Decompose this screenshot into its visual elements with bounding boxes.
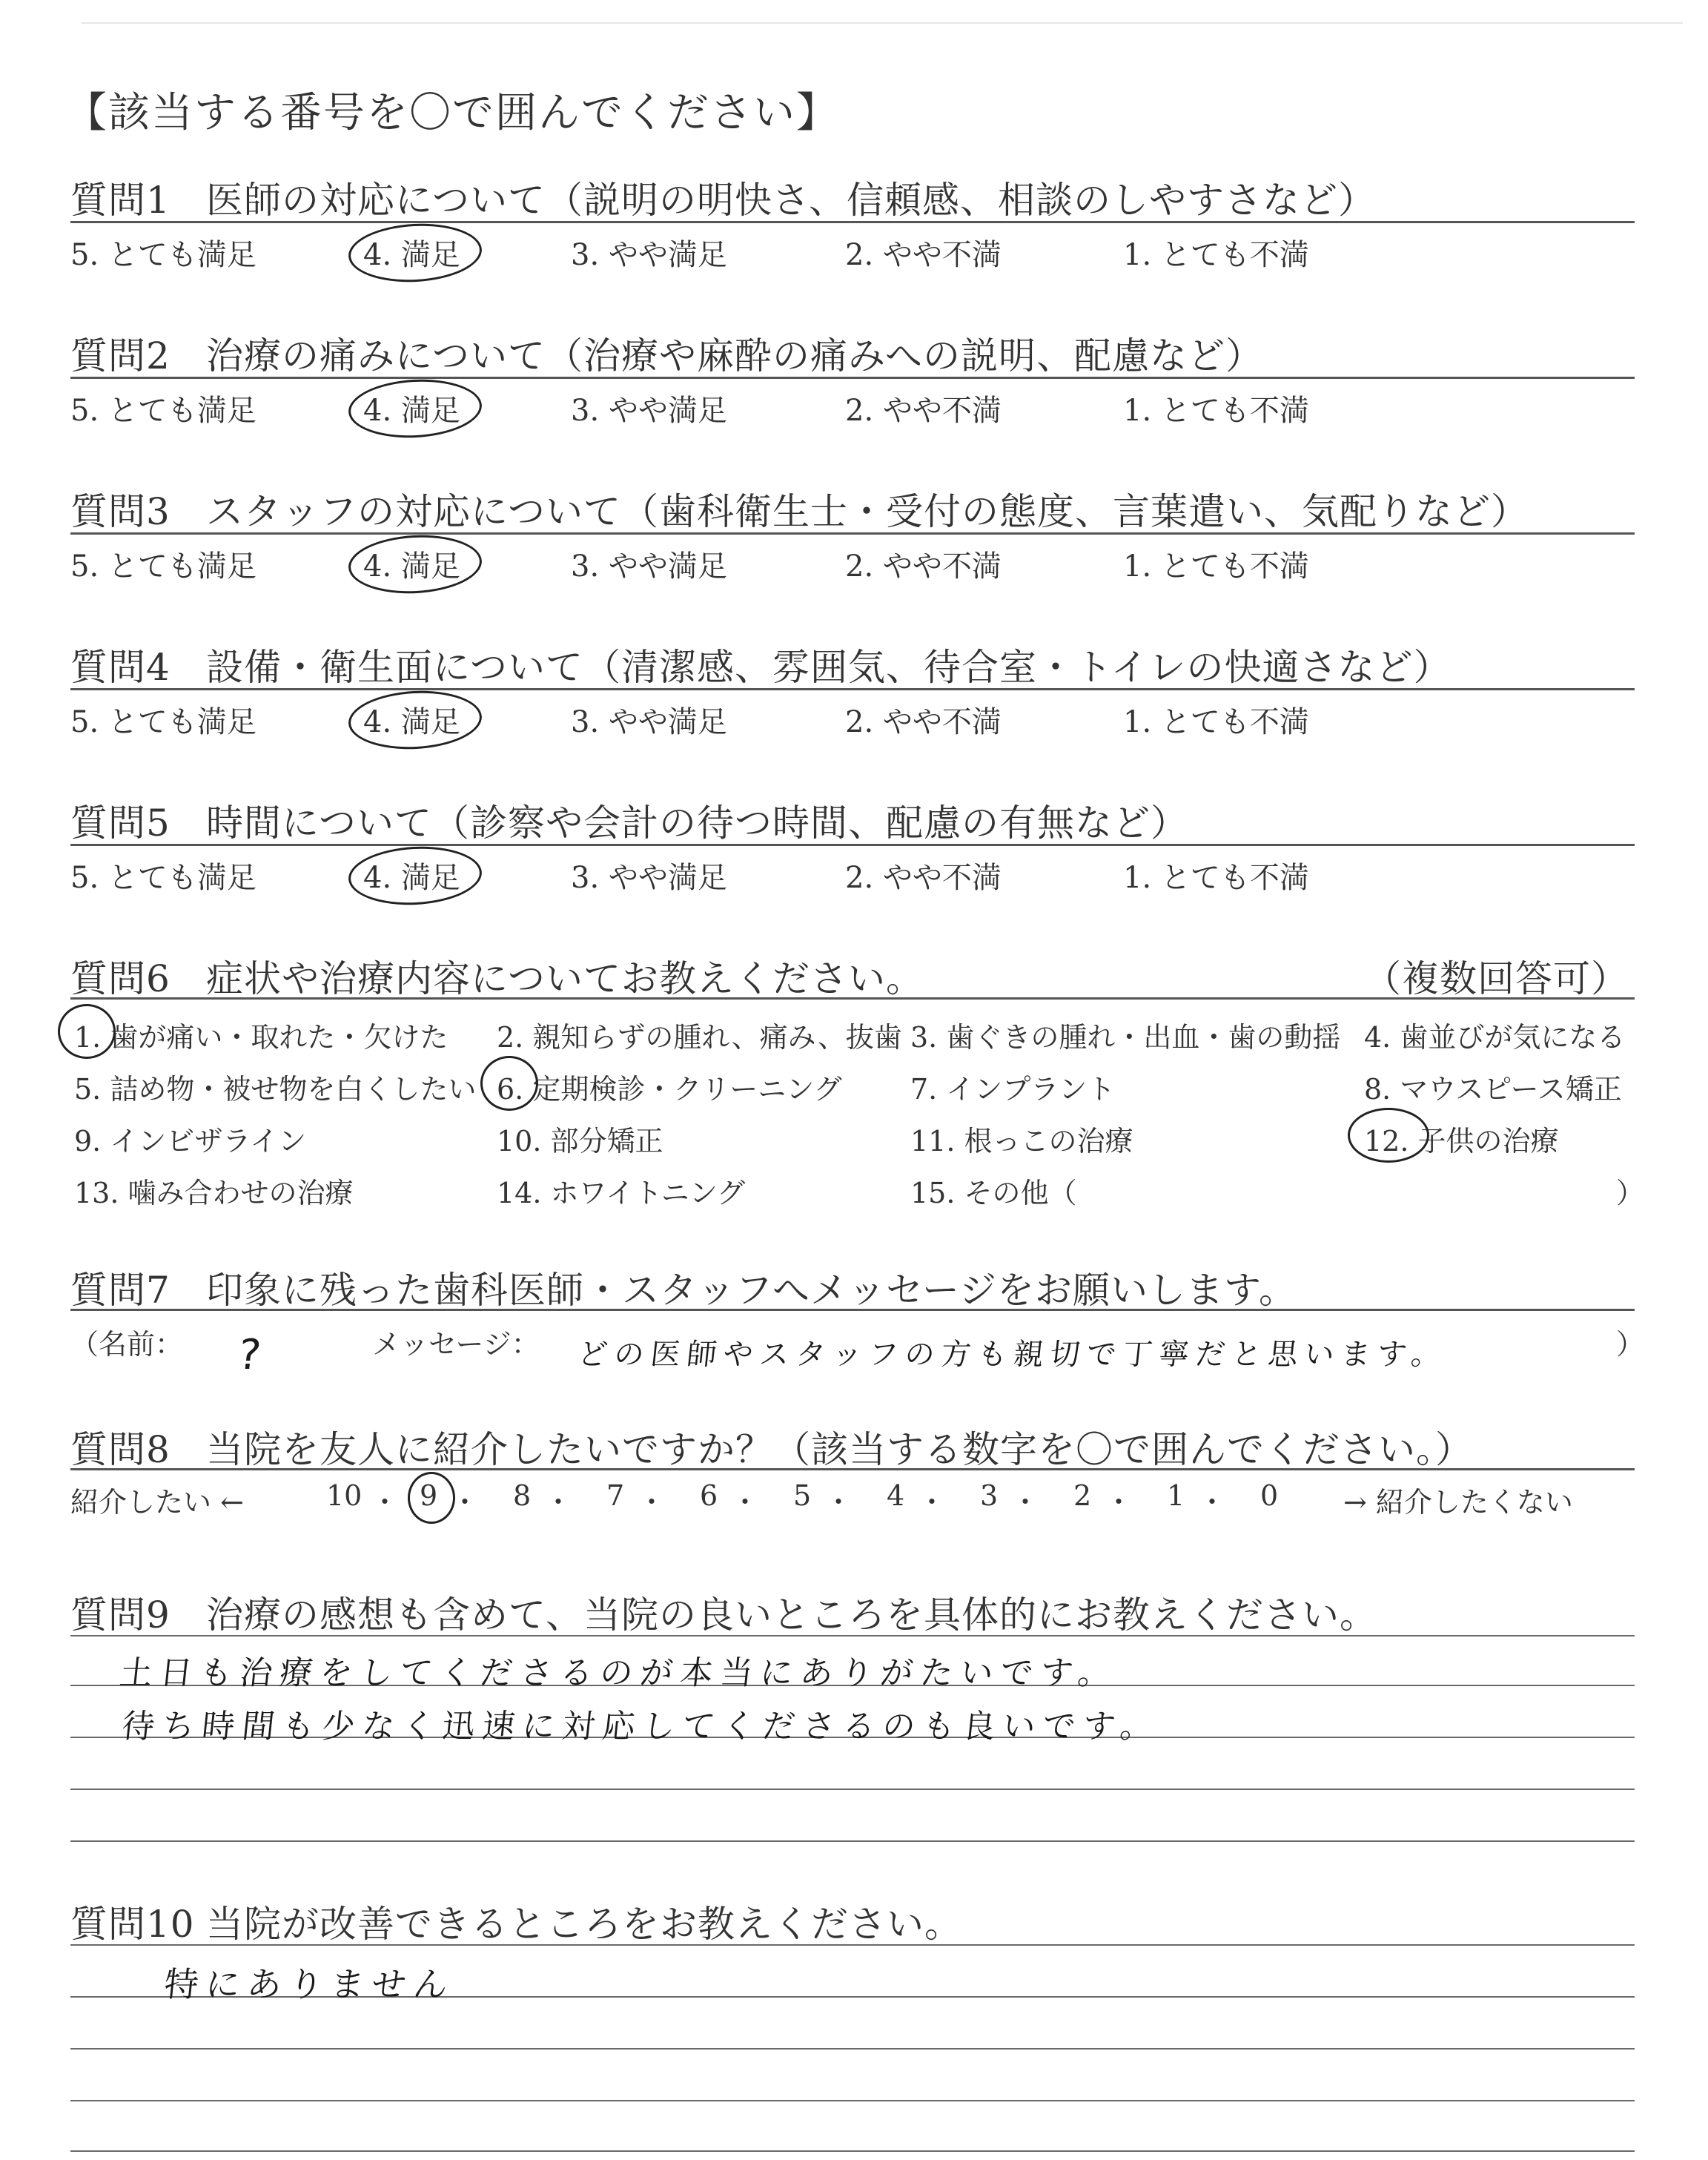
q6-option[interactable]: 11. 根っこの治療 bbox=[910, 1125, 1133, 1157]
q7-message-label: メッセージ： bbox=[372, 1328, 540, 1361]
q8-scale-value[interactable]: 10 bbox=[326, 1479, 363, 1512]
q8-separator: ・ bbox=[371, 1486, 400, 1519]
q8-scale-value[interactable]: 2 bbox=[1073, 1479, 1092, 1512]
q1-option[interactable]: 5. とても満足 bbox=[70, 238, 256, 272]
q3-option[interactable]: 3. やや満足 bbox=[571, 549, 727, 584]
q6-option[interactable]: 12. 子供の治療 bbox=[1364, 1125, 1559, 1157]
q8-separator: ・ bbox=[1011, 1486, 1040, 1519]
q8-separator: ・ bbox=[918, 1486, 947, 1519]
q2-label: 質問2 bbox=[70, 334, 171, 377]
selection-circle bbox=[58, 1004, 116, 1059]
q5-text: 時間について（診察や会計の待つ時間、配慮の有無など） bbox=[206, 802, 1188, 845]
q6-option[interactable]: 14. ホワイトニング bbox=[497, 1177, 746, 1209]
q8-scale-value[interactable]: 1 bbox=[1167, 1479, 1185, 1512]
q1-option[interactable]: 4. 満足 bbox=[363, 238, 460, 272]
q5-label: 質問5 bbox=[70, 802, 171, 845]
selection-circle bbox=[408, 1472, 455, 1524]
q8-scale-value[interactable]: 9 bbox=[420, 1479, 438, 1512]
q9-line-0 bbox=[70, 1635, 1635, 1636]
q7-rule bbox=[70, 1309, 1635, 1311]
q5-option[interactable]: 3. やや満足 bbox=[571, 861, 727, 895]
q8-separator: ・ bbox=[731, 1486, 760, 1519]
q7-name-label: （名前： bbox=[70, 1328, 184, 1361]
q1-rule bbox=[70, 221, 1635, 223]
q7-message-value: どの医師やスタッフの方も親切で丁寧だと思います。 bbox=[576, 1338, 1449, 1372]
q7-text: 印象に残った歯科医師・スタッフへメッセージをお願いします。 bbox=[206, 1269, 1297, 1312]
q4-option[interactable]: 5. とても満足 bbox=[70, 705, 256, 739]
q8-rule bbox=[70, 1468, 1635, 1470]
selection-circle bbox=[347, 843, 483, 908]
q6-option[interactable]: 5. 詰め物・被せ物を白くしたい bbox=[74, 1073, 477, 1106]
q3-rule bbox=[70, 532, 1635, 535]
q5-option[interactable]: 5. とても満足 bbox=[70, 861, 256, 895]
page-top-edge bbox=[82, 22, 1683, 24]
q10-line-2 bbox=[70, 2048, 1635, 2050]
q6-option[interactable]: 8. マウスピース矯正 bbox=[1364, 1073, 1622, 1106]
q4-text: 設備・衛生面について（清潔感、雰囲気、待合室・トイレの快適さなど） bbox=[206, 646, 1452, 689]
q6-rule bbox=[70, 997, 1635, 1000]
q2-option[interactable]: 3. やや満足 bbox=[571, 394, 727, 428]
q6-note: （複数回答可） bbox=[1364, 957, 1629, 1000]
q2-option[interactable]: 1. とても不満 bbox=[1123, 394, 1309, 428]
q6-option[interactable]: 10. 部分矯正 bbox=[497, 1125, 663, 1157]
q6-text: 症状や治療内容についてお教えください。 bbox=[206, 957, 924, 1000]
q6-option[interactable]: 7. インプラント bbox=[910, 1073, 1116, 1106]
q5-rule bbox=[70, 844, 1635, 846]
q2-rule bbox=[70, 377, 1635, 379]
q8-scale-value[interactable]: 3 bbox=[980, 1479, 999, 1512]
q3-option[interactable]: 4. 満足 bbox=[363, 549, 460, 584]
q7-close: ） bbox=[1616, 1328, 1645, 1361]
q2-option[interactable]: 2. やや不満 bbox=[845, 394, 1002, 428]
q6-option[interactable]: 1. 歯が痛い・取れた・欠けた bbox=[74, 1021, 448, 1054]
q6-option[interactable]: 2. 親知らずの腫れ、痛み、抜歯 bbox=[497, 1021, 902, 1054]
q8-scale-value[interactable]: 5 bbox=[793, 1479, 812, 1512]
q8-scale-value[interactable]: 4 bbox=[887, 1479, 905, 1512]
q6-option[interactable]: 15. その他（ bbox=[910, 1177, 1077, 1209]
selection-circle bbox=[480, 1056, 538, 1111]
q8-separator: ・ bbox=[1198, 1486, 1227, 1519]
q4-rule bbox=[70, 688, 1635, 690]
selection-circle bbox=[1348, 1108, 1429, 1163]
q10-answer-line: 特にありません bbox=[162, 1964, 457, 2004]
q7-name-value: ? bbox=[236, 1331, 271, 1379]
q8-right-label: → 紹介したくない bbox=[1343, 1486, 1573, 1519]
q1-label: 質問1 bbox=[70, 179, 171, 222]
selection-circle bbox=[347, 687, 483, 752]
q3-option[interactable]: 5. とても満足 bbox=[70, 549, 256, 584]
q8-label: 質問8 bbox=[70, 1428, 171, 1471]
q8-scale-value[interactable]: 8 bbox=[513, 1479, 532, 1512]
q10-label: 質問10 bbox=[70, 1903, 195, 1946]
q4-option[interactable]: 3. やや満足 bbox=[571, 705, 727, 739]
q9-text: 治療の感想も含めて、当院の良いところを具体的にお教えください。 bbox=[206, 1593, 1377, 1636]
q5-option[interactable]: 2. やや不満 bbox=[845, 861, 1002, 895]
q4-option[interactable]: 2. やや不満 bbox=[845, 705, 1002, 739]
q2-option[interactable]: 5. とても満足 bbox=[70, 394, 256, 428]
q8-scale-value[interactable]: 6 bbox=[700, 1479, 718, 1512]
selection-circle bbox=[347, 376, 483, 440]
selection-circle bbox=[347, 220, 483, 285]
q4-option[interactable]: 4. 満足 bbox=[363, 705, 460, 739]
q8-left-label: 紹介したい ← bbox=[70, 1486, 244, 1519]
q8-separator: ・ bbox=[544, 1486, 573, 1519]
q9-line-4 bbox=[70, 1840, 1635, 1842]
selection-circle bbox=[347, 532, 483, 596]
q6-label: 質問6 bbox=[70, 957, 171, 1000]
q6-option[interactable]: 6. 定期検診・クリーニング bbox=[497, 1073, 842, 1106]
q2-option[interactable]: 4. 満足 bbox=[363, 394, 460, 428]
q8-separator: ・ bbox=[824, 1486, 853, 1519]
q10-line-0 bbox=[70, 1944, 1635, 1946]
q4-label: 質問4 bbox=[70, 646, 171, 689]
q8-separator: ・ bbox=[638, 1486, 666, 1519]
q10-text: 当院が改善できるところをお教えください。 bbox=[206, 1903, 962, 1946]
q10-line-4 bbox=[70, 2150, 1635, 2152]
q1-option[interactable]: 3. やや満足 bbox=[571, 238, 727, 272]
q1-option[interactable]: 2. やや不満 bbox=[845, 238, 1002, 272]
q9-label: 質問9 bbox=[70, 1593, 171, 1636]
q6-option[interactable]: 3. 歯ぐきの腫れ・出血・歯の動揺 bbox=[910, 1021, 1341, 1054]
q8-text: 当院を友人に紹介したいですか？（該当する数字を〇で囲んでください。） bbox=[206, 1428, 1473, 1471]
q6-option[interactable]: 13. 噛み合わせの治療 bbox=[74, 1177, 354, 1209]
q8-separator: ・ bbox=[1105, 1486, 1133, 1519]
q4-option[interactable]: 1. とても不満 bbox=[1123, 705, 1309, 739]
q1-option[interactable]: 1. とても不満 bbox=[1123, 238, 1309, 272]
q9-answer-line: 土日も治療をしてくださるのが本当にありがたいです。 bbox=[117, 1654, 1120, 1692]
q6-other-close: ） bbox=[1616, 1177, 1645, 1209]
q3-label: 質問3 bbox=[70, 490, 171, 533]
form-title: 【該当する番号を〇で囲んでください】 bbox=[65, 89, 839, 137]
q6-option[interactable]: 4. 歯並びが気になる bbox=[1364, 1021, 1626, 1054]
q10-line-3 bbox=[70, 2100, 1635, 2101]
q3-text: スタッフの対応について（歯科衛生士・受付の態度、言葉遣い、気配りなど） bbox=[206, 490, 1529, 533]
q7-label: 質問7 bbox=[70, 1269, 171, 1312]
q3-option[interactable]: 2. やや不満 bbox=[845, 549, 1002, 584]
q3-option[interactable]: 1. とても不満 bbox=[1123, 549, 1309, 584]
q8-separator: ・ bbox=[451, 1486, 480, 1519]
q9-line-3 bbox=[70, 1789, 1635, 1790]
q6-option[interactable]: 9. インビザライン bbox=[74, 1125, 307, 1157]
q9-answer-line: 待ち時間も少なく迅速に対応してくださるのも良いです。 bbox=[119, 1708, 1162, 1745]
q5-option[interactable]: 1. とても不満 bbox=[1123, 861, 1309, 895]
q1-text: 医師の対応について（説明の明快さ、信頼感、相談のしやすさなど） bbox=[206, 179, 1376, 222]
q5-option[interactable]: 4. 満足 bbox=[363, 861, 460, 895]
q8-scale-value[interactable]: 7 bbox=[606, 1479, 625, 1512]
q2-text: 治療の痛みについて（治療や麻酔の痛みへの説明、配慮など） bbox=[206, 334, 1263, 377]
q8-scale-value[interactable]: 0 bbox=[1260, 1479, 1279, 1512]
